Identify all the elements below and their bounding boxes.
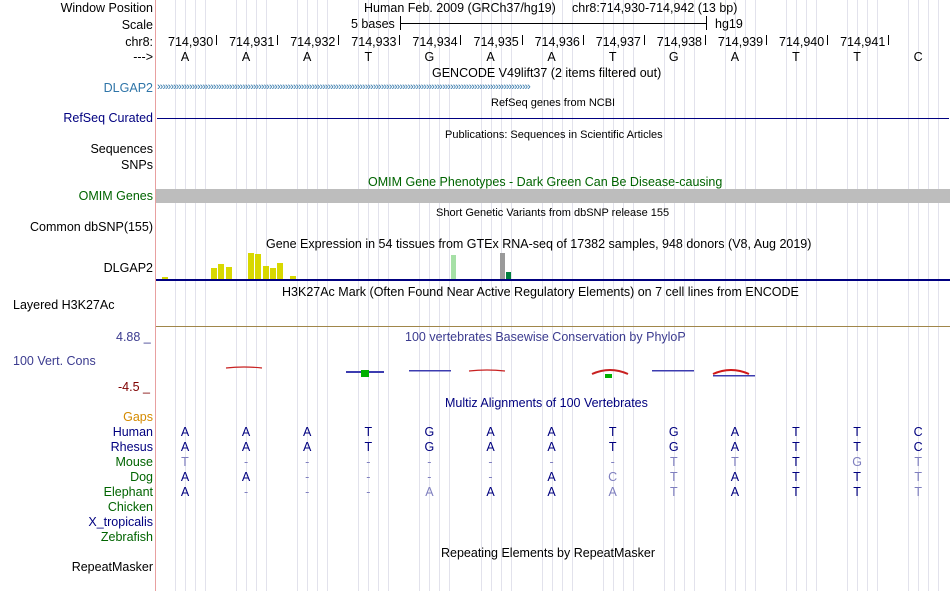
multiz-track-title[interactable]: Multiz Alignments of 100 Vertebrates [445, 396, 648, 410]
ruler-position-label: 714,938 [656, 35, 702, 49]
sequence-base: T [608, 50, 617, 64]
sequence-base: A [180, 50, 190, 64]
species-label[interactable]: Dog [130, 470, 153, 484]
alignment-base: T [181, 455, 189, 469]
scale-bar [400, 23, 707, 24]
ruler-position-label: 714,934 [412, 35, 458, 49]
dbsnp-track-title[interactable]: Short Genetic Variants from dbSNP release 155 [436, 207, 670, 219]
gaps-label[interactable]: Gaps [123, 410, 153, 424]
species-label[interactable]: X_tropicalis [88, 515, 153, 529]
scale-value: 5 bases [351, 17, 395, 31]
strand-label: ---> [133, 50, 153, 64]
alignment-base: C [913, 425, 923, 439]
sequence-base: G [424, 50, 435, 64]
ruler-tick [705, 35, 706, 45]
pubs-track-title[interactable]: Publications: Sequences in Scientific Articles [445, 129, 663, 141]
alignment-base: A [547, 425, 556, 439]
alignment-base: T [792, 470, 800, 484]
ruler-tick [399, 35, 400, 45]
gtex-tissue-bar[interactable] [248, 253, 254, 279]
alignment-base: A [241, 470, 251, 484]
sequence-base: T [364, 50, 373, 64]
gtex-tissue-bar[interactable] [506, 272, 511, 279]
gencode-gene-feature[interactable]: ›››››››››››››››››››››››››››››››››››››››››››››››››››››››››››››››››››››››››››››››››››››››››››››››››››››››››››››››››››››››››››››››››››››››››››› [157, 81, 530, 93]
sequence-base: A [730, 50, 740, 64]
alignment-base: A [303, 440, 312, 454]
omim-feature-bar[interactable] [156, 189, 950, 203]
alignment-base: G [668, 440, 679, 454]
ruler-position-label: 714,932 [290, 35, 336, 49]
alignment-base: T [669, 455, 678, 469]
assembly-name: hg19 [715, 17, 743, 31]
gtex-tissue-bar[interactable] [226, 267, 232, 279]
gtex-tissue-bar[interactable] [211, 268, 217, 279]
alignment-base: A [486, 440, 495, 454]
repeat-track-title[interactable]: Repeating Elements by RepeatMasker [441, 546, 656, 560]
alignment-base: A [608, 485, 617, 499]
gtex-gene-label[interactable]: DLGAP2 [103, 261, 153, 275]
alignment-base: T [608, 425, 617, 439]
gtex-tissue-bar[interactable] [263, 266, 269, 279]
alignment-base: T [608, 440, 617, 454]
ruler-position-label: 714,940 [779, 35, 825, 49]
sequence-base: A [547, 50, 556, 64]
alignment-base: - [427, 470, 432, 484]
alignment-base: T [669, 485, 678, 499]
gtex-tissue-bar[interactable] [270, 268, 276, 279]
repeat-track-label[interactable]: RepeatMasker [71, 560, 153, 574]
alignment-base: T [853, 485, 861, 499]
ruler-position-label: 714,931 [229, 35, 275, 49]
alignment-base: T [669, 470, 678, 484]
ruler-tick [888, 35, 889, 45]
dbsnp-track-label[interactable]: Common dbSNP(155) [30, 220, 153, 234]
ruler-position-label: 714,937 [595, 35, 641, 49]
sequence-base: A [241, 50, 251, 64]
species-label[interactable]: Zebrafish [100, 530, 153, 544]
gtex-track-title[interactable]: Gene Expression in 54 tissues from GTEx RNA-seq of 17382 samples, 948 donors (V8, Aug 2019) [266, 237, 812, 251]
sequence-base: T [853, 50, 861, 64]
alignment-base: - [305, 485, 310, 499]
alignment-base: G [852, 455, 862, 469]
alignment-base: - [244, 485, 249, 499]
ruler-position-label: 714,935 [473, 35, 519, 49]
gtex-tissue-bar[interactable] [277, 263, 283, 279]
assembly-title: Human Feb. 2009 (GRCh37/hg19) [364, 1, 556, 15]
alignment-base: T [792, 425, 800, 439]
ruler-position-label: 714,936 [534, 35, 580, 49]
alignment-base: T [914, 485, 922, 499]
gencode-track-title[interactable]: GENCODE V49lift37 (2 items filtered out) [432, 66, 662, 80]
alignment-base: T [792, 455, 800, 469]
gtex-tissue-bar[interactable] [500, 253, 505, 279]
gtex-expression-graph[interactable] [156, 251, 950, 279]
alignment-base: - [366, 455, 371, 469]
gtex-tissue-bar[interactable] [255, 254, 261, 279]
phylop-track-title[interactable]: 100 vertebrates Basewise Conservation by PhyloP [405, 330, 686, 344]
phylop-max-value: 4.88 _ [116, 330, 151, 344]
alignment-base: C [608, 470, 618, 484]
alignment-base: - [244, 455, 249, 469]
alignment-base: T [731, 455, 739, 469]
alignment-base: - [305, 470, 310, 484]
alignment-base: A [180, 425, 190, 439]
h3k27ac-signal-baseline [156, 326, 950, 327]
alignment-base: A [730, 425, 740, 439]
species-label[interactable]: Mouse [115, 455, 153, 469]
alignment-base: A [730, 470, 740, 484]
alignment-base: A [730, 485, 740, 499]
gencode-gene-label[interactable]: DLGAP2 [103, 81, 153, 95]
alignment-base: - [488, 455, 493, 469]
alignment-base: - [610, 455, 615, 469]
phylop-track-label[interactable]: 100 Vert. Cons [13, 354, 96, 368]
chrom-label: chr8: [125, 35, 153, 49]
alignment-base: A [303, 425, 312, 439]
alignment-base: A [547, 485, 556, 499]
ruler-tick [644, 35, 645, 45]
sequences-label[interactable]: Sequences [90, 142, 153, 156]
sequence-base: T [792, 50, 800, 64]
ruler-tick [522, 35, 523, 45]
ruler-tick [827, 35, 828, 45]
sequence-base: C [913, 50, 923, 64]
alignment-base: - [366, 470, 371, 484]
gtex-tissue-bar[interactable] [218, 264, 224, 279]
phylop-min-value: -4.5 _ [118, 380, 150, 394]
scale-bar-right [706, 16, 707, 30]
species-label[interactable]: Chicken [107, 500, 153, 514]
alignment-base: T [364, 425, 373, 439]
alignment-base: T [853, 470, 861, 484]
alignment-base: A [547, 440, 556, 454]
ruler-position-label: 714,930 [168, 35, 214, 49]
alignment-base: T [792, 440, 800, 454]
alignment-base: T [364, 440, 373, 454]
alignment-base: A [486, 485, 495, 499]
alignment-base: - [366, 485, 371, 499]
alignment-base: G [424, 440, 435, 454]
alignment-base: A [180, 485, 190, 499]
sequence-base: A [303, 50, 312, 64]
alignment-base: T [914, 455, 922, 469]
gtex-gene-line [156, 279, 950, 281]
ruler-tick [583, 35, 584, 45]
alignment-base: T [792, 485, 800, 499]
phylop-conservation-graph[interactable] [156, 360, 950, 384]
alignment-base: C [913, 440, 923, 454]
alignment-base: - [549, 455, 554, 469]
species-label[interactable]: Rhesus [110, 440, 153, 454]
sequence-base: G [668, 50, 679, 64]
alignment-base: A [241, 440, 251, 454]
ruler-tick [766, 35, 767, 45]
window-coords[interactable]: chr8:714,930-714,942 (13 bp) [572, 1, 738, 15]
h3k27ac-track-title[interactable]: H3K27Ac Mark (Often Found Near Active Regulatory Elements) on 7 cell lines from ENCODE [282, 285, 799, 299]
sequence-base: A [486, 50, 495, 64]
ruler-tick [277, 35, 278, 45]
window-position-label: Window Position [60, 1, 153, 15]
alignment-base: A [486, 425, 495, 439]
alignment-base: A [547, 470, 556, 484]
alignment-base: A [180, 470, 190, 484]
ruler-tick [460, 35, 461, 45]
alignment-base: T [914, 470, 922, 484]
alignment-base: - [488, 470, 493, 484]
label-divider [155, 0, 156, 591]
alignment-base: A [241, 425, 251, 439]
alignment-base: A [730, 440, 740, 454]
species-label[interactable]: Elephant [103, 485, 153, 499]
refseq-track-label[interactable]: RefSeq Curated [63, 111, 153, 125]
ruler-position-label: 714,933 [351, 35, 397, 49]
ruler-tick [338, 35, 339, 45]
h3k27ac-track-label[interactable]: Layered H3K27Ac [13, 298, 115, 312]
alignment-base: A [180, 440, 190, 454]
alignment-base: G [424, 425, 435, 439]
refseq-track-title[interactable]: RefSeq genes from NCBI [491, 97, 616, 109]
species-label[interactable]: Human [112, 425, 153, 439]
ruler-position-label: 714,941 [840, 35, 886, 49]
alignment-base: G [668, 425, 679, 439]
omim-track-title[interactable]: OMIM Gene Phenotypes - Dark Green Can Be Disease-causing [368, 175, 723, 189]
alignment-base: - [305, 455, 310, 469]
alignment-base: A [425, 485, 434, 499]
alignment-base: T [853, 425, 861, 439]
alignment-base: T [853, 440, 861, 454]
refseq-gene-line[interactable] [157, 118, 949, 119]
omim-track-label[interactable]: OMIM Genes [78, 189, 153, 203]
scale-label: Scale [121, 18, 153, 32]
gtex-tissue-bar[interactable] [451, 255, 456, 279]
alignment-base: - [427, 455, 432, 469]
snps-label[interactable]: SNPs [121, 158, 153, 172]
ruler-tick [216, 35, 217, 45]
ruler-position-label: 714,939 [717, 35, 764, 49]
